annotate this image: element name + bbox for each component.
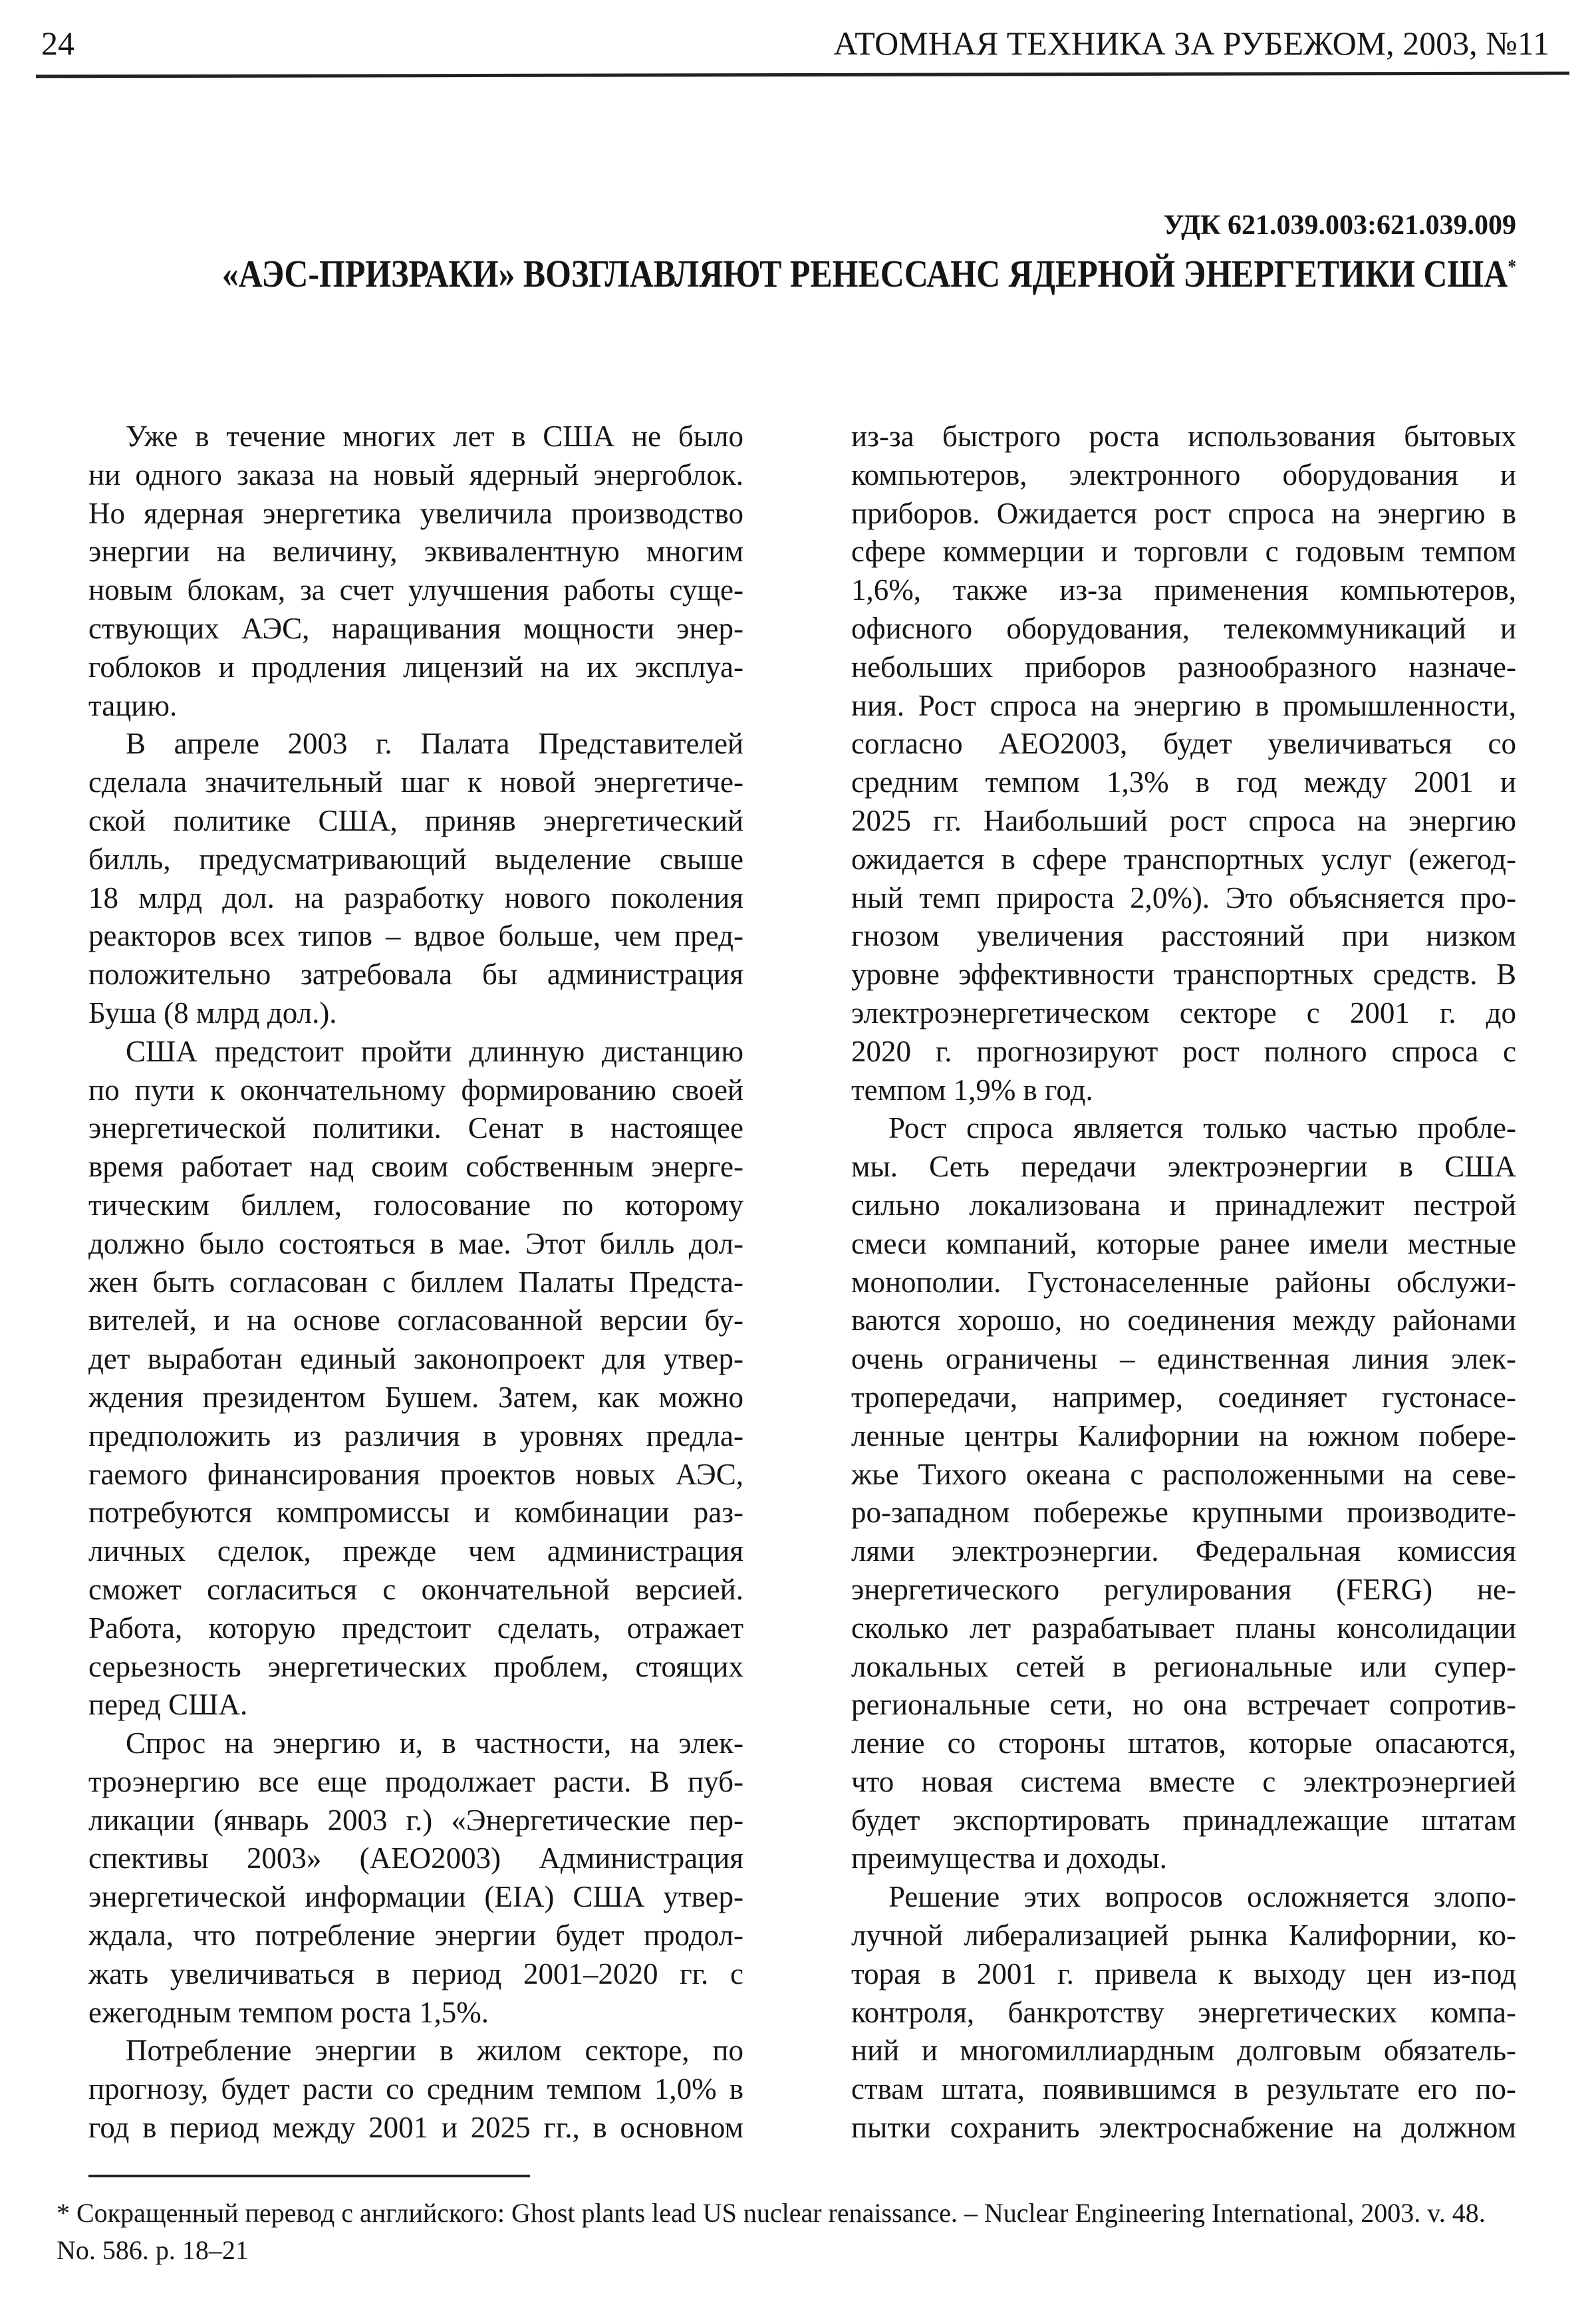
footnote (57, 2195, 1539, 2269)
header-rule (36, 72, 1569, 78)
text-line: ждала, что потребление энергии будет продол- (88, 1919, 743, 1953)
page-number: 24 (41, 25, 74, 62)
paragraph (88, 2032, 743, 2147)
text-line: темпом 1,9% в год. (851, 1073, 1093, 1107)
text-line: что новая система вместе с электроэнергией (851, 1764, 1516, 1798)
text-line: энергетического регулирования (FERG) не- (851, 1572, 1516, 1606)
text-line: лями электроэнергии. Федеральная комиссия (851, 1534, 1516, 1568)
text-line: США предстоит пройти длинную дистанцию (126, 1034, 743, 1068)
text-line: региональные сети, но она встречает сопротив- (851, 1688, 1516, 1722)
text-line: жье Тихого океана с расположенными на севе- (851, 1457, 1516, 1491)
footnote-rule (88, 2175, 530, 2177)
paragraph (851, 1109, 1516, 1878)
text-line: по пути к окончательному формированию своей (88, 1073, 743, 1107)
text-line: ждения президентом Бушем. Затем, как можно (88, 1380, 743, 1414)
text-line: ской политике США, приняв энергетический (88, 803, 743, 837)
text-line: офисного оборудования, телекоммуникаций и (851, 611, 1516, 645)
text-line: жать увеличиваться в период 2001–2020 гг. с (88, 1957, 743, 1990)
text-line: небольших приборов разнообразного назначе- (851, 650, 1516, 684)
text-line: электроэнергетическом секторе с 2001 г. до (851, 996, 1516, 1029)
text-line: время работает над своим собственным энерге- (88, 1150, 743, 1184)
text-line: положительно затребовала бы администрация (88, 958, 743, 992)
text-line: гаемого финансирования проектов новых АЭС, (88, 1457, 743, 1491)
text-line: сколько лет разрабатывает планы консолидации (851, 1611, 1516, 1645)
text-line: ление со стороны штатов, которые опасаются, (851, 1726, 1516, 1760)
text-line: Буша (8 млрд дол.). (88, 996, 337, 1029)
text-line: приборов. Ожидается рост спроса на энергию в (851, 496, 1516, 530)
text-line: Работа, которую предстоит сделать, отражает (88, 1611, 743, 1645)
text-line: энергетической политики. Сенат в настоящее (88, 1111, 743, 1145)
text-line: ный темп прироста 2,0%). Это объясняется про- (851, 881, 1516, 914)
text-line: год в период между 2001 и 2025 гг., в основном (88, 2111, 743, 2145)
article-title (222, 251, 1516, 296)
text-line: перед США. (88, 1688, 248, 1722)
footnote-line: No. 586. p. 18–21 (57, 2235, 249, 2265)
text-line: Решение этих вопросов осложняется злопо- (888, 1880, 1516, 1914)
paragraph (851, 418, 1516, 1109)
footnote-marker: * (1508, 255, 1516, 278)
paragraph (88, 1033, 743, 1724)
text-line: предположить из различия в уровнях предла- (88, 1419, 743, 1452)
text-line: ожидается в сфере транспортных услуг (ежегод- (851, 842, 1516, 876)
text-line: согласно AEO2003, будет увеличиваться со (851, 727, 1516, 761)
text-line: сможет согласиться с окончательной версией. (88, 1572, 743, 1606)
text-line: вителей, и на основе согласованной версии бу- (88, 1303, 743, 1337)
text-line: мы. Сеть передачи электроэнергии в США (851, 1150, 1516, 1184)
text-line: торая в 2001 г. привела к выходу цен из-под (851, 1957, 1516, 1990)
paragraph (88, 725, 743, 1032)
text-column-right (851, 418, 1516, 2147)
text-line: ро-западном побережье крупными производите- (851, 1496, 1516, 1530)
text-line: компьютеров, электронного оборудования и (851, 458, 1516, 491)
paragraph (88, 418, 743, 725)
text-line: Спрос на энергию и, в частности, на элек- (126, 1726, 743, 1760)
text-line: ния. Рост спроса на энергию в промышленности, (851, 688, 1516, 722)
text-line: гнозом увеличения расстояний при низком (851, 919, 1516, 953)
text-line: уровне эффективности транспортных средств. В (851, 958, 1516, 992)
text-line: тропередачи, например, соединяет густонасе- (851, 1380, 1516, 1414)
text-line: преимущества и доходы. (851, 1841, 1167, 1875)
text-line: очень ограничены – единственная линия элек- (851, 1342, 1516, 1376)
article-title-text: «АЭС-ПРИЗРАКИ» ВОЗГЛАВЛЯЮТ РЕНЕССАНС ЯДЕРНОЙ ЭНЕРГЕТИКИ США (221, 252, 1508, 295)
text-line: серьезность энергетических проблем, стоящих (88, 1649, 743, 1683)
text-line: личных сделок, прежде чем администрация (88, 1534, 743, 1568)
text-line: Но ядерная энергетика увеличила производство (88, 496, 743, 530)
udk-code: УДК 621.039.003:621.039.009 (1163, 210, 1516, 241)
text-line: ствующих АЭС, наращивания мощности энер- (88, 611, 743, 645)
text-line: ствам штата, появившимся в результате его по- (851, 2072, 1516, 2106)
text-line: Рост спроса является только частью пробле- (888, 1111, 1516, 1145)
text-line: энергетической информации (EIA) США утвер- (88, 1880, 743, 1914)
text-line: пытки сохранить электроснабжение на должном (851, 2111, 1516, 2145)
text-line: локальных сетей в региональные или супер- (851, 1649, 1516, 1683)
text-line: ежегодным темпом роста 1,5%. (88, 1995, 489, 2029)
text-line: прогнозу, будет расти со средним темпом 1,0% в (88, 2072, 743, 2106)
text-line: В апреле 2003 г. Палата Представителей (126, 727, 743, 761)
text-line: 1,6%, также из-за применения компьютеров, (851, 573, 1516, 607)
text-line: троэнергию все еще продолжает расти. В пуб- (88, 1764, 743, 1798)
text-line: жен быть согласован с биллем Палаты Предста- (88, 1265, 743, 1299)
text-line: ленные центры Калифорнии на южном побере- (851, 1419, 1516, 1452)
text-line: средним темпом 1,3% в год между 2001 и (851, 765, 1516, 799)
text-line: ни одного заказа на новый ядерный энергоблок. (88, 458, 743, 491)
text-line: должно было состояться в мае. Этот билль дол- (88, 1226, 743, 1260)
text-line: гоблоков и продления лицензий на их эксплуа- (88, 650, 743, 684)
text-line: ний и многомиллиардным долговым обязатель- (851, 2034, 1516, 2068)
text-line: 2020 г. прогнозируют рост полного спроса с (851, 1034, 1516, 1068)
text-line: дет выработан единый законопроект для утвер- (88, 1342, 743, 1376)
text-line: Уже в течение многих лет в США не было (126, 420, 743, 453)
text-line: спективы 2003» (AEO2003) Администрация (88, 1841, 743, 1875)
text-line: монополии. Густонаселенные районы обслужи- (851, 1265, 1516, 1299)
text-line: смеси компаний, которые ранее имели местные (851, 1226, 1516, 1260)
text-line: ваются хорошо, но соединения между районами (851, 1303, 1516, 1337)
footnote-line: * Сокращенный перевод с английского: Ghost plants lead US nuclear renaissance. – Nuclear Engineering International, 2003. v. 48. (57, 2198, 1486, 2228)
text-line: тацию. (88, 688, 178, 722)
text-line: лучной либерализацией рынка Калифорнии, ко- (851, 1919, 1516, 1953)
text-line: 18 млрд дол. на разработку нового поколения (88, 881, 743, 914)
text-line: энергии на величину, эквивалентную многим (88, 535, 743, 569)
text-line: сфере коммерции и торговли с годовым темпом (851, 535, 1516, 569)
text-line: из-за быстрого роста использования бытовых (851, 420, 1516, 453)
text-line: ликации (январь 2003 г.) «Энергетические пер- (88, 1803, 743, 1837)
text-line: тическим биллем, голосование по которому (88, 1188, 743, 1222)
text-line: контроля, банкротству энергетических компа- (851, 1995, 1516, 2029)
text-line: новым блокам, за счет улучшения работы суще- (88, 573, 743, 607)
paragraph (851, 1878, 1516, 2147)
text-line: Потребление энергии в жилом секторе, по (126, 2034, 743, 2068)
text-line: потребуются компромиссы и комбинации раз- (88, 1496, 743, 1530)
text-line: билль, предусматривающий выделение свыше (88, 842, 743, 876)
text-line: сделала значительный шаг к новой энергетиче- (88, 765, 743, 799)
journal-running-header: АТОМНАЯ ТЕХНИКА ЗА РУБЕЖОМ, 2003, №11 (833, 25, 1549, 62)
text-line: сильно локализована и принадлежит пестрой (851, 1188, 1516, 1222)
paragraph (88, 1724, 743, 2032)
text-line: 2025 гг. Наибольший рост спроса на энергию (851, 803, 1516, 837)
text-line: реакторов всех типов – вдвое больше, чем пред- (88, 919, 743, 953)
text-line: будет экспортировать принадлежащие штатам (851, 1803, 1516, 1837)
text-column-left (88, 418, 743, 2147)
